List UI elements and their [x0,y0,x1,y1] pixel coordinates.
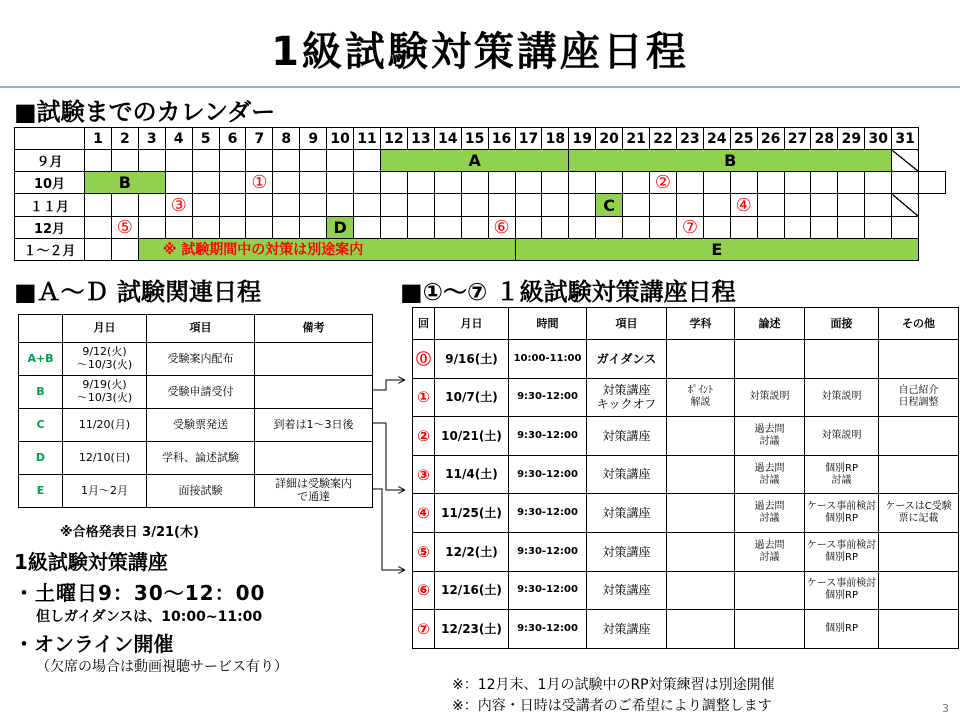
session-ronjutsu [735,340,805,379]
session-marker-5: ⑤ [111,216,138,238]
session-gakka [667,417,735,456]
table-row [19,376,373,409]
nonexistent-day [892,194,919,216]
session-item: 対策講座 キックオフ [587,378,667,417]
session-other [879,610,959,649]
period-e: E [515,238,919,260]
day-header: 21 [623,128,650,150]
session-date: 10/7(土) [435,378,509,417]
schedule-date: 12/10(日) [63,442,147,475]
day-header: 31 [892,128,919,150]
day-header: 10 [327,128,354,150]
session-date: 11/25(土) [435,494,509,533]
day-header: 23 [676,128,703,150]
day-header: 15 [461,128,488,150]
day-header: 25 [730,128,757,150]
session-ronjutsu: 過去問 討議 [735,494,805,533]
session-other [879,340,959,379]
schedule-code: B [19,376,63,409]
course-absence-note: （欠席の場合は動画視聴サービス有り） [36,659,288,675]
session-number: ⑤ [413,532,435,571]
session-ronjutsu [735,610,805,649]
table-row [413,532,959,571]
lecture-schedule-heading: ■①～⑦ １級試験対策講座日程 [400,278,736,306]
column-header: 項目 [587,308,667,340]
column-header: 面接 [805,308,879,340]
schedule-item: 学科、論述試験 [147,442,255,475]
schedule-date: 1月～2月 [63,475,147,508]
day-header: 3 [138,128,165,150]
arrow-e-to-lecture [373,489,404,570]
title-divider [0,86,960,88]
day-header: 17 [515,128,542,150]
column-header: 時間 [509,308,587,340]
session-time: 9:30-12:00 [509,417,587,456]
session-number: ③ [413,455,435,494]
course-guidance-time: 但しガイダンスは、10:00~11:00 [36,609,263,625]
day-header: 12 [380,128,407,150]
table-row [413,494,959,533]
table-row [413,610,959,649]
schedule-item: 受験票発送 [147,409,255,442]
session-time: 9:30-12:00 [509,610,587,649]
session-marker-6: ⑥ [488,216,515,238]
session-time: 9:30-12:00 [509,378,587,417]
page-title: 1級試験対策講座日程 [271,29,689,75]
column-header: 回 [413,308,435,340]
schedule-note [255,343,373,376]
schedule-note: 到着は1～3日後 [255,409,373,442]
period-a: A [380,150,568,172]
session-number: ④ [413,494,435,533]
day-header: 28 [811,128,838,150]
session-marker-3: ③ [165,194,192,216]
session-other [879,455,959,494]
session-date: 9/16(土) [435,340,509,379]
session-number: ⑥ [413,571,435,610]
result-announcement: ※合格発表日 3/21(木) [60,525,199,540]
session-mensetsu: 個別RP [805,610,879,649]
column-header: 論述 [735,308,805,340]
schedule-date: 9/19(火) ～10/3(火) [63,376,147,409]
nonexistent-day [892,150,919,172]
ad-schedule-heading: ■Ａ～Ｄ 試験関連日程 [14,278,262,306]
arrow-c-to-lecture [373,423,404,490]
session-marker-2: ② [650,172,677,194]
day-header: 11 [354,128,381,150]
session-date: 11/4(土) [435,455,509,494]
arrow-b-to-lecture [373,380,404,390]
session-mensetsu: ケース事前検討 個別RP [805,494,879,533]
schedule-code: C [19,409,63,442]
session-marker-1: ① [246,172,273,194]
day-header: 30 [865,128,892,150]
column-header: 学科 [667,308,735,340]
session-number: ⓪ [413,340,435,379]
session-time: 9:30-12:00 [509,571,587,610]
calendar-row-sep [15,150,946,172]
session-mensetsu: ケース事前検討 個別RP [805,571,879,610]
session-ronjutsu: 過去問 討議 [735,532,805,571]
table-row [19,343,373,376]
table-header-row [413,308,959,340]
day-header: 19 [569,128,596,150]
day-header: 29 [838,128,865,150]
period-b-oct: B [85,172,166,194]
table-row [19,409,373,442]
column-header: 月日 [435,308,509,340]
table-row [19,442,373,475]
table-row [413,455,959,494]
footnote-adjustment: ※：内容・日時は受講者のご希望により調整します [452,698,772,714]
session-time: 9:30-12:00 [509,494,587,533]
session-mensetsu: 対策説明 [805,378,879,417]
calendar-table [14,127,946,261]
day-header: 20 [596,128,623,150]
schedule-code: E [19,475,63,508]
session-number: ② [413,417,435,456]
session-gakka [667,571,735,610]
calendar-heading: ■試験までのカレンダー [14,98,276,126]
day-header: 22 [650,128,677,150]
session-time: 9:30-12:00 [509,532,587,571]
day-header: 24 [703,128,730,150]
session-other [879,571,959,610]
session-mensetsu: 個別RP 討議 [805,455,879,494]
session-mensetsu: 対策説明 [805,417,879,456]
session-item: 対策講座 [587,417,667,456]
column-header: 項目 [147,315,255,343]
session-ronjutsu: 対策説明 [735,378,805,417]
day-header: 5 [192,128,219,150]
table-row [413,378,959,417]
day-header: 13 [407,128,434,150]
course-title: 1級試験対策講座 [14,550,168,574]
month-label: ９月 [15,150,85,172]
schedule-code: D [19,442,63,475]
day-header: 26 [757,128,784,150]
course-online: ・オンライン開催 [14,632,174,656]
month-label: １１月 [15,194,85,216]
session-ronjutsu: 過去問 討議 [735,455,805,494]
session-other [879,417,959,456]
session-date: 10/21(土) [435,417,509,456]
session-gakka [667,494,735,533]
table-row [413,340,959,379]
day-header: 14 [434,128,461,150]
table-row [413,571,959,610]
schedule-code: A+B [19,343,63,376]
session-item: 対策講座 [587,532,667,571]
schedule-item: 面接試験 [147,475,255,508]
session-time: 10:00-11:00 [509,340,587,379]
session-time: 9:30-12:00 [509,455,587,494]
session-number: ⑦ [413,610,435,649]
session-gakka [667,532,735,571]
session-date: 12/16(土) [435,571,509,610]
day-header: 27 [784,128,811,150]
session-item: 対策講座 [587,455,667,494]
session-gakka [667,610,735,649]
session-gakka: ﾎﾟｲﾝﾄ 解説 [667,378,735,417]
schedule-date: 9/12(火) ～10/3(火) [63,343,147,376]
table-header-row [19,315,373,343]
period-b: B [569,150,892,172]
schedule-item: 受験申請受付 [147,376,255,409]
column-header: 備考 [255,315,373,343]
exam-period-note: ※ 試験期間中の対策は別途案内 [138,238,515,260]
course-schedule-saturday: ・土曜日9：30～12：00 [14,581,266,605]
session-other [879,532,959,571]
session-item: ガイダンス [587,340,667,379]
month-label: １～２月 [15,238,85,260]
day-header: 9 [300,128,327,150]
lecture-schedule-table [412,307,959,649]
calendar-day-row [15,128,946,150]
session-marker-7: ⑦ [676,216,703,238]
session-item: 対策講座 [587,571,667,610]
session-gakka [667,455,735,494]
session-mensetsu [805,340,879,379]
footnote-rp-practice: ※：12月末、1月の試験中のRP対策練習は別途開催 [452,677,775,693]
exam-schedule-table [18,314,373,508]
table-row [19,475,373,508]
day-header: 4 [165,128,192,150]
period-c: C [596,194,623,216]
month-label: 12月 [15,216,85,238]
day-header: 8 [273,128,300,150]
column-header: その他 [879,308,959,340]
schedule-item: 受験案内配布 [147,343,255,376]
session-item: 対策講座 [587,494,667,533]
session-other: ケースはC受験 票に記載 [879,494,959,533]
session-gakka [667,340,735,379]
column-header [19,315,63,343]
session-date: 12/2(土) [435,532,509,571]
day-header: 2 [111,128,138,150]
column-header: 月日 [63,315,147,343]
month-label: 10月 [15,172,85,194]
calendar-row-oct [15,172,946,194]
calendar-row-dec [15,216,946,238]
session-date: 12/23(土) [435,610,509,649]
day-header: 7 [246,128,273,150]
session-other: 自己紹介 日程調整 [879,378,959,417]
session-mensetsu: ケース事前検討 個別RP [805,532,879,571]
session-ronjutsu [735,571,805,610]
day-header: 18 [542,128,569,150]
period-d: D [327,216,354,238]
session-number: ① [413,378,435,417]
page-number: 3 [942,702,949,715]
session-item: 対策講座 [587,610,667,649]
schedule-date: 11/20(月) [63,409,147,442]
session-marker-4: ④ [730,194,757,216]
calendar-row-janfeb [15,238,946,260]
day-header: 16 [488,128,515,150]
calendar-corner-cell [15,128,85,150]
schedule-note: 詳細は受験案内 で通達 [255,475,373,508]
day-header: 1 [85,128,112,150]
calendar-row-nov [15,194,946,216]
table-row [413,417,959,456]
schedule-note [255,376,373,409]
schedule-note [255,442,373,475]
session-ronjutsu: 過去問 討議 [735,417,805,456]
day-header: 6 [219,128,246,150]
